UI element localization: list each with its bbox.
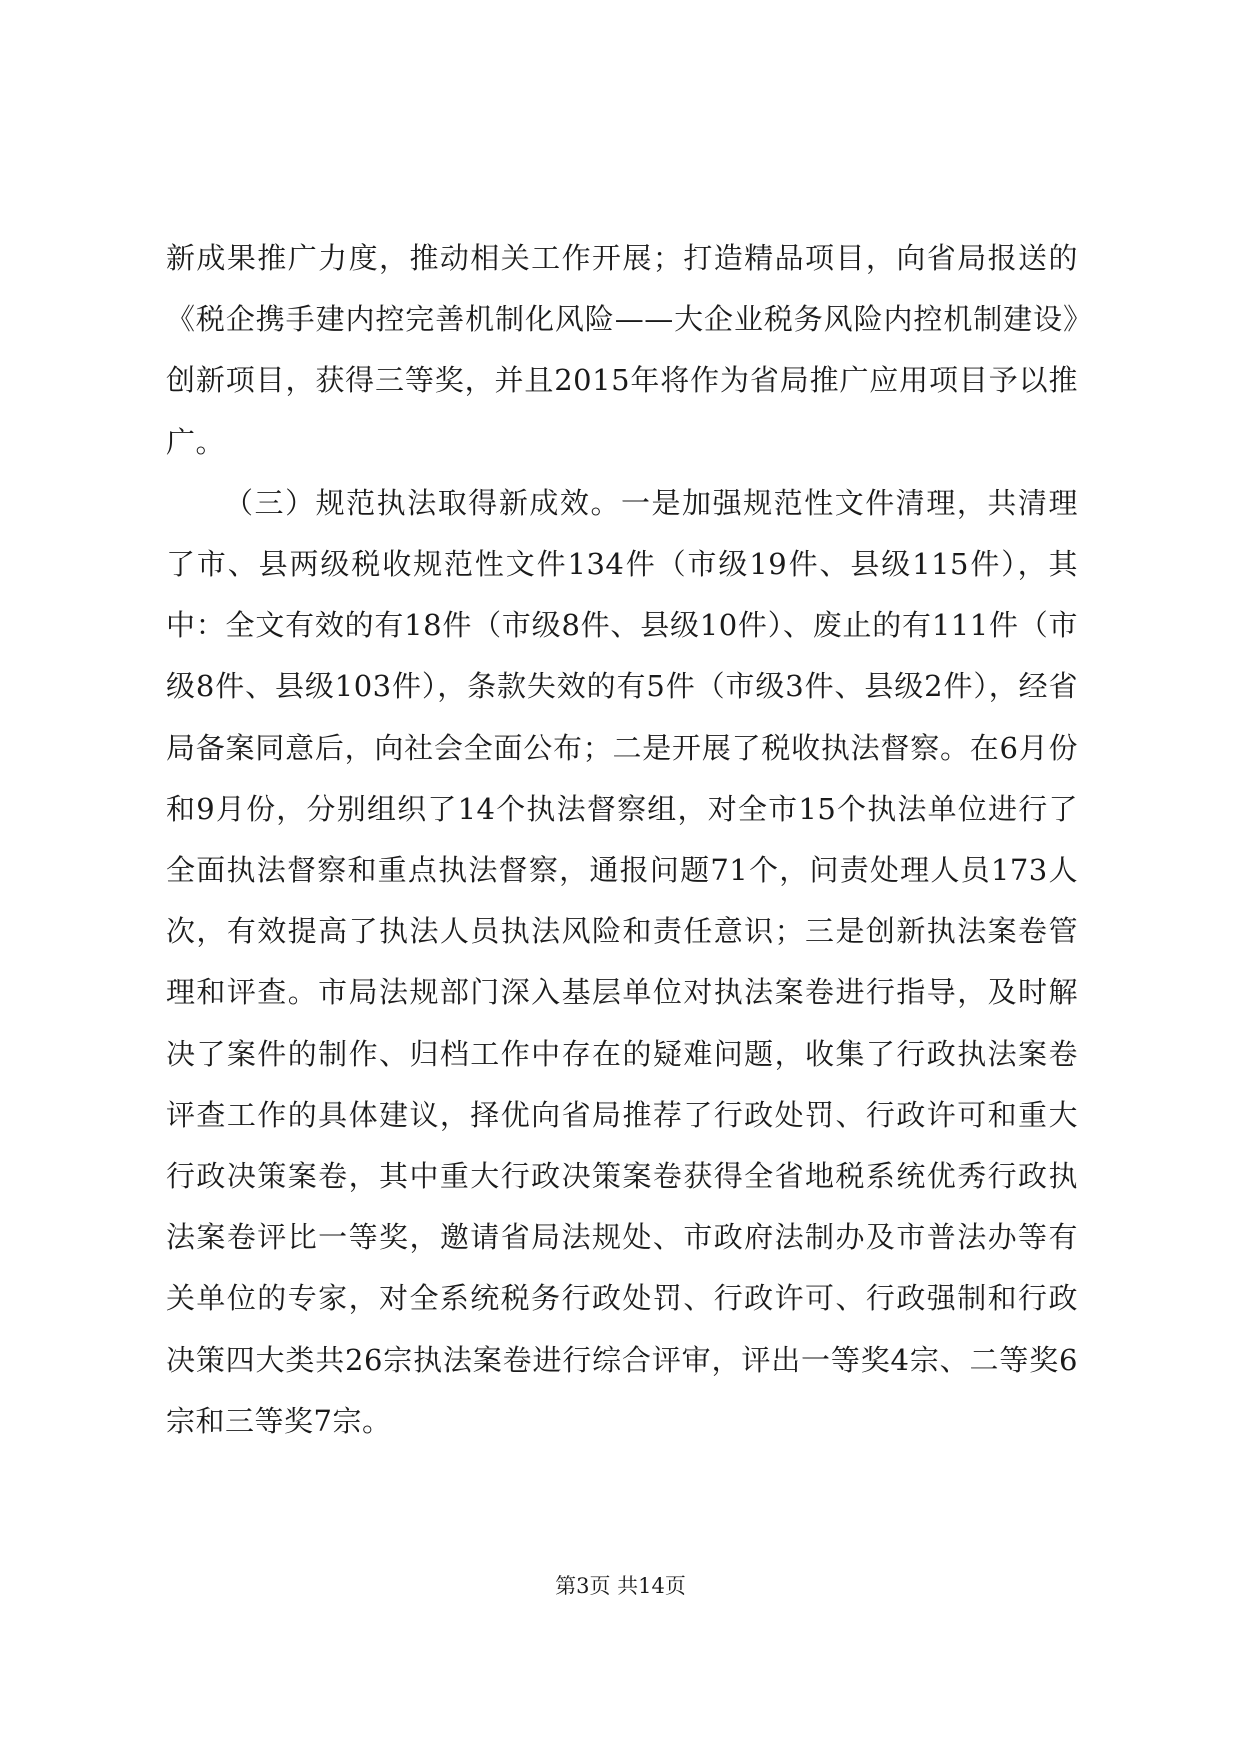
paragraph-section-three: （三）规范执法取得新成效。一是加强规范性文件清理，共清理了市、县两级税收规范性文件134件（市级19件、县级115件），其中：全文有效的有18件（市级8件、县级10件）、废止的有111件（市级8件、县级103件），条款失效的有5件（市级3件、县级2件），经省局备案同意后，向社会全面公布；二是开展了税收执法督察。在6月份和9月份，分别组织了14个执法督察组，对全市15个执法单位进行了全面执法督察和重点执法督察，通报问题71个，问责处理人员173人次，有效提高了执法人员执法风险和责任意识；三是创新执法案卷管理和评查。市局法规部门深入基层单位对执法案卷进行指导，及时解决了案件的制作、归档工作中存在的疑难问题，收集了行政执法案卷评查工作的具体建议，择优向省局推荐了行政处罚、行政许可和重大行政决策案卷，其中重大行政决策案卷获得全省地税系统优秀行政执法案卷评比一等奖，邀请省局法规处、市政府法制办及市普法办等有关单位的专家，对全系统税务行政处罚、行政许可、行政强制和行政决策四大类共26宗执法案卷进行综合评审，评出一等奖4宗、二等奖6宗和三等奖7宗。 — [166, 485, 1078, 1438]
document-body — [166, 228, 1078, 1452]
page-footer: 第3页 共14页 — [555, 1574, 686, 1598]
paragraph-continuation: 新成果推广力度，推动相关工作开展；打造精品项目，向省局报送的《税企携手建内控完善机制化风险——大企业税务风险内控机制建设》创新项目，获得三等奖，并且2015年将作为省局推广应用项目予以推广。 — [166, 241, 1078, 459]
